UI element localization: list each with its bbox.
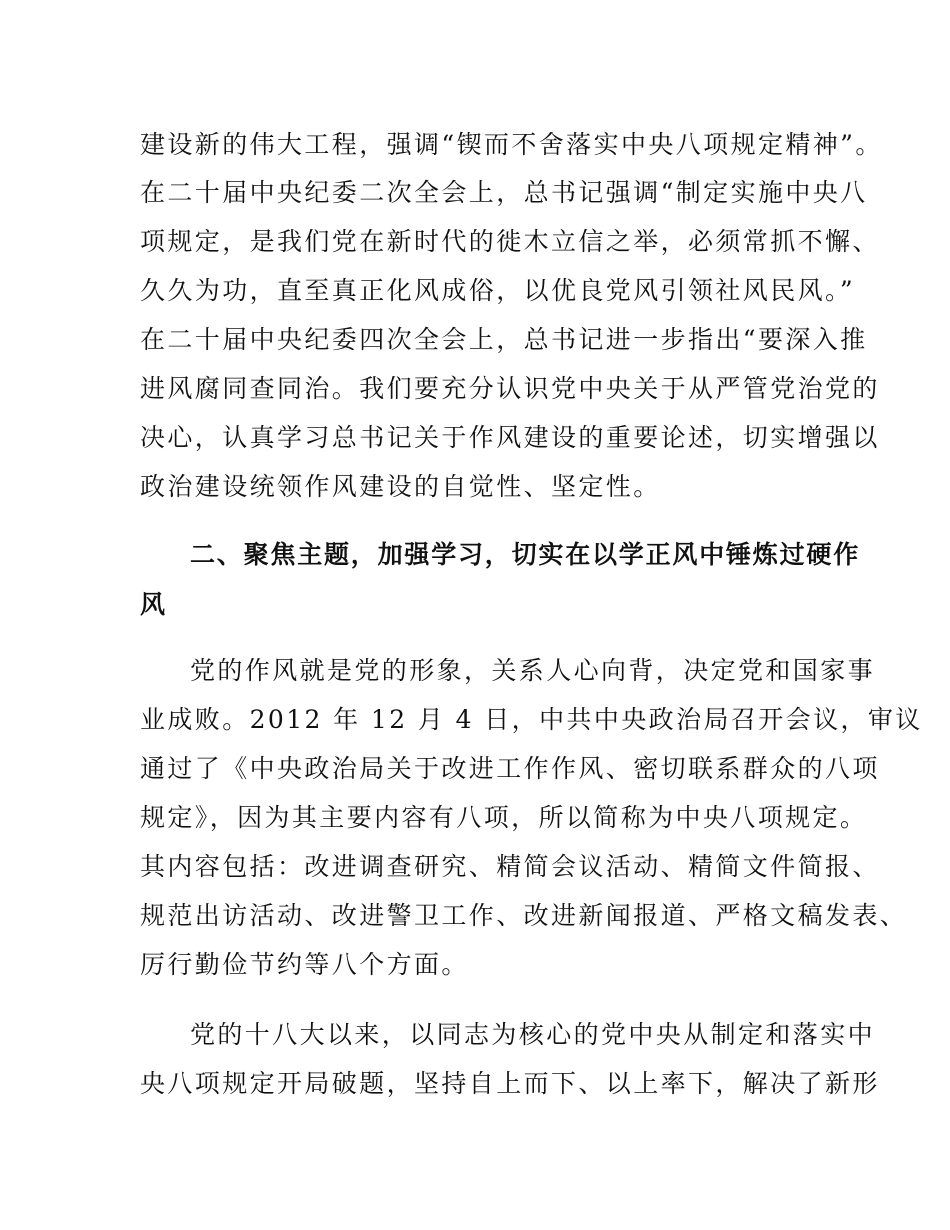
paragraph-line: 规范出访活动、改进警卫工作、改进新闻报道、严格文稿发表、 bbox=[140, 901, 908, 930]
section-heading: 二、聚焦主题，加强学习，切实在以学正风中锤炼过硬作 bbox=[190, 540, 861, 569]
paragraph-line: 项规定，是我们党在新时代的徙木立信之举，必须常抓不懈、 bbox=[140, 227, 880, 256]
paragraph-line: 央八项规定开局破题，坚持自上而下、以上率下，解决了新形 bbox=[140, 1069, 880, 1098]
paragraph-line: 规定》，因为其主要内容有八项，所以简称为中央八项规定。 bbox=[140, 803, 868, 832]
paragraph-line: 通过了《中央政治局关于改进工作作风、密切联系群众的八项 bbox=[140, 754, 880, 783]
paragraph-line: 久久为功，直至真正化风成俗，以优良党风引领社风民风。” bbox=[140, 276, 856, 305]
paragraph-line: 在二十届中央纪委二次全会上，总书记强调“制定实施中央八 bbox=[140, 178, 868, 207]
paragraph-line: 建设新的伟大工程，强调“锲而不舍落实中央八项规定精神”。 bbox=[140, 130, 883, 159]
paragraph-line: 厉行勤俭节约等八个方面。 bbox=[140, 950, 469, 979]
paragraph-line: 政治建设统领作风建设的自觉性、坚定性。 bbox=[140, 472, 661, 501]
paragraph-line: 在二十届中央纪委四次全会上，总书记进一步指出“要深入推 bbox=[140, 325, 868, 354]
paragraph-line: 进风腐同查同治。我们要充分认识党中央关于从严管党治党的 bbox=[140, 374, 880, 403]
paragraph-line: 党的作风就是党的形象，关系人心向背，决定党和国家事 bbox=[190, 656, 876, 685]
paragraph-line: 党的十八大以来，以同志为核心的党中央从制定和落实中 bbox=[190, 1020, 876, 1049]
paragraph-line: 其内容包括：改进调查研究、精简会议活动、精简文件简报、 bbox=[140, 852, 880, 881]
paragraph-line: 业成败。2012 年 12 月 4 日，中共中央政治局召开会议，审议 bbox=[140, 705, 923, 734]
section-heading: 风 bbox=[140, 590, 167, 619]
paragraph-line: 决心，认真学习总书记关于作风建设的重要论述，切实增强以 bbox=[140, 423, 880, 452]
